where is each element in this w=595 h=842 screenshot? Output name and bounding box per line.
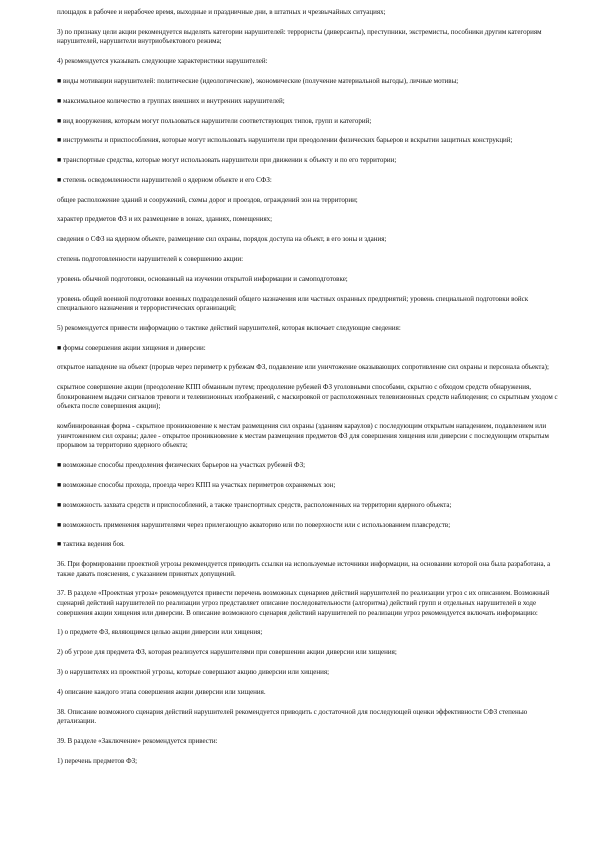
paragraph: 38. Описание возможного сценария действий нарушителей рекомендуется приводить с достаточной для последующей оценки эффективности СФЗ степенью детализации. — [57, 707, 528, 726]
paragraph: 5) рекомендуется привести информацию о тактике действий нарушителей, которая включает следующие сведения: — [57, 323, 401, 332]
paragraph: 3) о нарушителях из проектной угрозы, которые совершают акцию диверсии или хищения; — [57, 668, 330, 676]
paragraph: площадок в рабочее и нерабочее время, выходные и праздничные дни, в штатных и чрезвычайных ситуациях; — [57, 8, 386, 16]
paragraph: 36. При формировании проектной угрозы рекомендуется приводить ссылки на используемые источники информации, на основании которой она была разработана, а также давать пояснения, с указанием принятых допущений. — [57, 560, 551, 578]
bullet-item: ■ виды мотивации нарушителей: политические (идеологические), экономические (получение материальной выгоды), личные мотивы; — [57, 76, 459, 85]
paragraph: уровень общей военной подготовки военных подразделений общего назначения или частных охранных предприятий; уровень специальной подготовки войск специального назначения и террористических организаций; — [57, 294, 529, 313]
paragraph: 4) описание каждого этапа совершения акции диверсии или хищения. — [57, 687, 266, 696]
paragraph: 4) рекомендуется указывать следующие характеристики нарушителей: — [57, 57, 268, 66]
bullet-item: ■ максимальное количество в группах внешних и внутренних нарушителей; — [57, 96, 285, 105]
bullet-item: ■ возможные способы прохода, проезда через КПП на участках периметров охраняемых зон; — [57, 480, 336, 489]
paragraph: 2) об угрозе для предмета ФЗ, которая реализуется нарушителями при совершении акции диверсии или хищения; — [57, 648, 397, 657]
paragraph: 37. В разделе «Проектная угроза» рекомендуется привести перечень возможных сценариев действий нарушителей по реализации угроз с их описанием. Возможный сценарий действий нарушителей по реализации угроз представляет описание последовательности (алгоритма) действий групп и отдельных нарушителей в ходе совершения акции хищения или диверсии. В описание возможного сценария действий нарушителей по реализации угроз рекомендуется включать информацию: — [57, 589, 550, 617]
paragraph: общее расположение зданий и сооружений, схемы дорог и проездов, ограждений зон на территории; — [57, 195, 358, 204]
paragraph: характер предметов ФЗ и их размещение в зонах, зданиях, помещениях; — [57, 215, 273, 224]
bullet-item: ■ инструменты и приспособления, которые могут использовать нарушители при преодолении физических барьеров и вскрытии защитных конструкций; — [57, 136, 513, 145]
paragraph: скрытное совершение акции (преодоление КПП обманным путем; преодоление рубежей ФЗ уголовными способами, скрытно с обходом средств обнаружения, блокированием выдачи сигналов тревоги и телевизионных изображений, с маскировкой от расположенных телевизионных средств наблюдения; со скрытным уходом с объекта после совершения акции); — [57, 383, 558, 411]
bullet-item: ■ вид вооружения, которым могут пользоваться нарушители соответствующих типов, групп и категорий; — [57, 116, 372, 125]
paragraph: комбинированная форма - скрытное проникновение к местам размещения сил охраны (зданиям караулов) с последующим открытым нападением, подавлением или уничтожением сил охраны; далее - открытое проникновение к местам размещения предметов ФЗ для совершения хищения или диверсии с последующим открытым прорывом за территорию ядерного объекта; — [57, 422, 549, 450]
bullet-item: ■ возможность применения нарушителями через прилегающую акваторию или по поверхности или с использованием плавсредств; — [57, 520, 451, 529]
bullet-item: ■ возможные способы преодоления физических барьеров на участках рубежей ФЗ; — [57, 461, 306, 470]
bullet-item: ■ транспортные средства, которые могут использовать нарушители при движении к объекту и по его территории; — [57, 156, 397, 165]
paragraph: открытое нападение на объект (прорыв через периметр к рубежам ФЗ, подавление или уничтожение оказывающих сопротивление сил охраны и персонала объекта); — [57, 363, 549, 372]
bullet-item: ■ тактика ведения боя. — [57, 540, 125, 549]
bullet-item: ■ формы совершения акции хищения и диверсии: — [57, 343, 206, 352]
paragraph: 39. В разделе «Заключение» рекомендуется привести: — [57, 736, 218, 745]
paragraph: 1) перечень предметов ФЗ; — [57, 756, 138, 765]
paragraph: 1) о предмете ФЗ, являющимся целью акции диверсии или хищения; — [57, 628, 263, 637]
paragraph: степень подготовленности нарушителей к совершению акции: — [57, 254, 244, 263]
paragraph: сведения о СФЗ на ядерном объекте, размещение сил охраны, порядок доступа на объект, в его зоны и здания; — [57, 235, 387, 244]
paragraph: 3) по признаку цели акции рекомендуется выделять категории нарушителей: террористы (диверсанты), преступники, экстремисты, пособники другим категориям нарушителей, нарушители внутриобъектового режима; — [57, 27, 542, 46]
bullet-item: ■ возможность захвата средств и приспособлений, а также транспортных средств, расположенных на территории ядерного объекта; — [57, 500, 452, 509]
paragraph: уровень обычной подготовки, основанный на изучении открытой информации и самоподготовке; — [57, 274, 348, 283]
bullet-item: ■ степень осведомленности нарушителей о ядерном объекте и его СФЗ: — [57, 175, 272, 184]
